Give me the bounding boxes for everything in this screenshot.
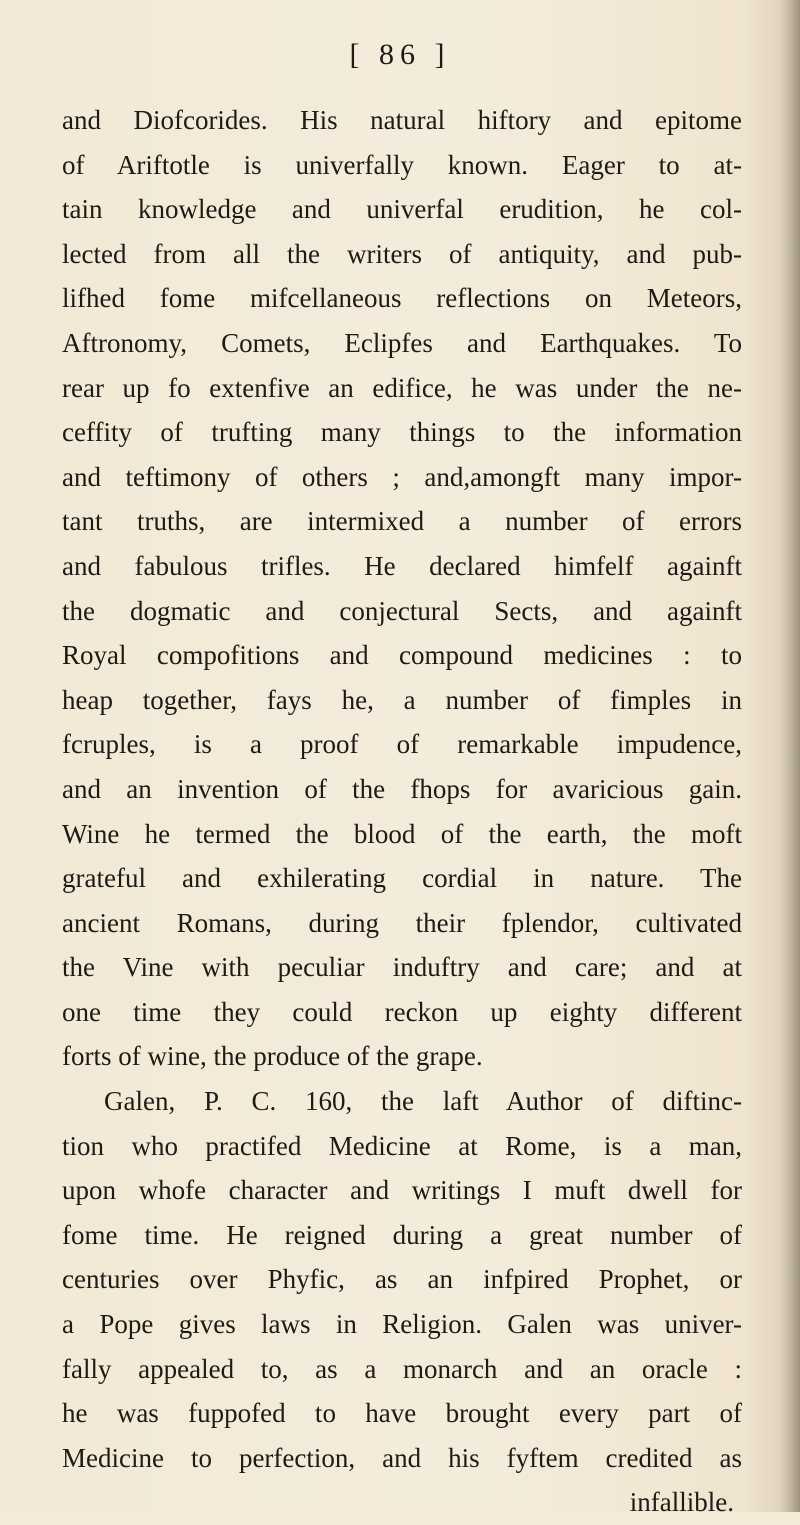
text-line-20: the Vine with peculiar induftry and care; and at — [62, 952, 742, 983]
text-line-21: one time they could reckon up eighty different — [62, 996, 742, 1027]
text-line-29: fally appealed to, as a monarch and an oracle : — [62, 1353, 742, 1384]
text-line-30: he was fuppofed to have brought every part of — [62, 1398, 742, 1429]
text-line-4: lected from all the writers of antiquity, and pub- — [62, 238, 742, 269]
text-line-1: and Diofcorides. His natural hiftory and epitome — [62, 105, 742, 135]
text-line-23: Galen, P. C. 160, the laft Author of diftinc- — [104, 1086, 742, 1117]
text-line-18: grateful and exhilerating cordial in nature. The — [62, 863, 742, 894]
text-line-10: tant truths, are intermixed a number of errors — [62, 506, 742, 537]
text-line-5: lifhed fome mifcellaneous reflections on Meteors, — [62, 283, 742, 314]
text-line-19: ancient Romans, during their fplendor, cultivated — [62, 907, 742, 938]
text-line-22: forts of wine, the produce of the grape. — [62, 1041, 483, 1072]
text-line-7: rear up fo extenfive an edifice, he was under the ne- — [62, 372, 742, 403]
text-line-8: ceffity of trufting many things to the information — [62, 417, 742, 448]
text-line-15: fcruples, is a proof of remarkable impudence, — [62, 729, 742, 760]
text-line-28: a Pope gives laws in Religion. Galen was univer- — [62, 1309, 742, 1340]
text-line-26: fome time. He reigned during a great number of — [62, 1219, 742, 1250]
text-line-14: heap together, fays he, a number of fimples in — [62, 684, 742, 715]
text-line-6: Aftronomy, Comets, Eclipfes and Earthquakes. To — [62, 327, 742, 358]
text-line-16: and an invention of the fhops for avaricious gain. — [62, 773, 742, 804]
text-line-25: upon whofe character and writings I muft dwell for — [62, 1175, 742, 1206]
text-line-31: Medicine to perfection, and his fyftem credited as — [62, 1442, 742, 1473]
text-line-3: tain knowledge and univerfal erudition, he col- — [62, 194, 742, 225]
text-line-17: Wine he termed the blood of the earth, the moft — [62, 818, 742, 849]
text-line-27: centuries over Phyfic, as an infpired Prophet, or — [62, 1264, 742, 1295]
text-line-11: and fabulous trifles. He declared himfelf againft — [62, 550, 742, 581]
text-line-24: tion who practifed Medicine at Rome, is a man, — [62, 1130, 742, 1161]
body-text — [62, 98, 742, 1525]
text-line-32: infallible. — [629, 1487, 734, 1518]
page-number-header: [ 86 ] — [349, 38, 451, 71]
text-line-12: the dogmatic and conjectural Sects, and againft — [62, 595, 742, 626]
text-line-2: of Ariftotle is univerfally known. Eager to at- — [62, 149, 742, 180]
text-line-9: and teftimony of others ; and,amongft many impor- — [62, 461, 742, 492]
text-line-13: Royal compofitions and compound medicines : to — [62, 640, 742, 671]
page-edge-shadow — [778, 0, 800, 1512]
